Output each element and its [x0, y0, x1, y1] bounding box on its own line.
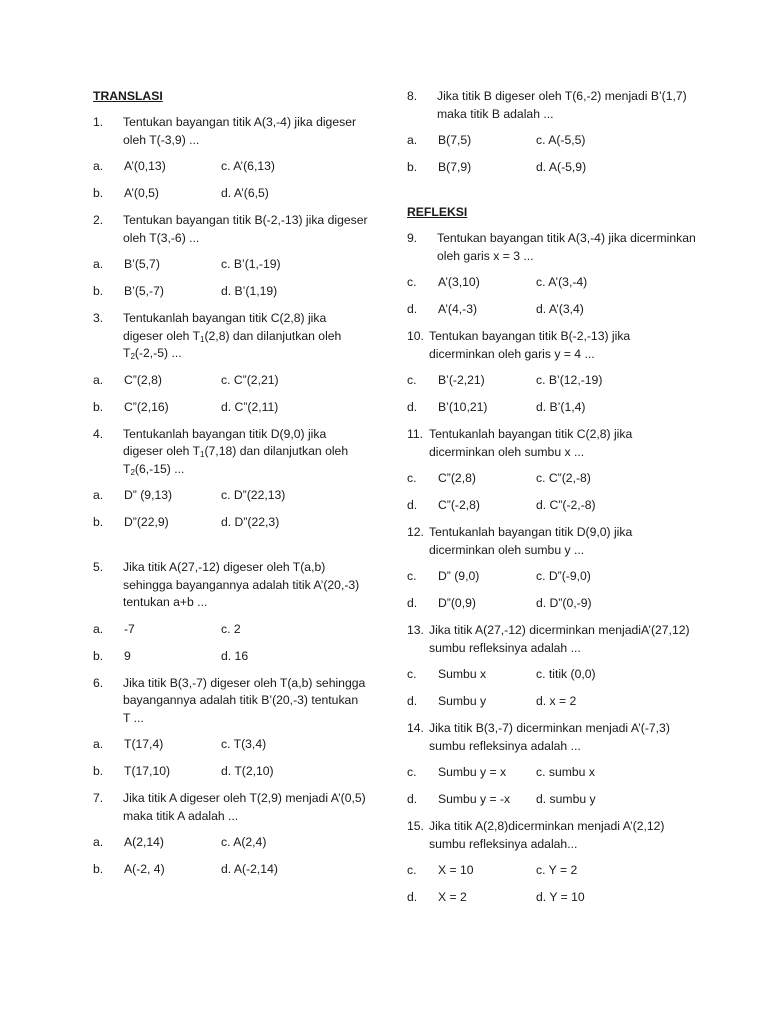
option-label: b. — [93, 515, 104, 529]
option-row — [93, 861, 368, 878]
option-row — [407, 568, 697, 585]
question-number: 1. — [93, 115, 104, 129]
question-number: 5. — [93, 560, 104, 574]
right-column — [407, 88, 697, 916]
question-number: 14. — [407, 721, 424, 735]
question-number: 13. — [407, 623, 424, 637]
question-11 — [407, 426, 697, 461]
option-label: b. — [93, 399, 104, 414]
option-value: A’(3,10) — [438, 275, 480, 289]
option-label: d. — [407, 890, 418, 904]
option-value: d. 16 — [221, 648, 249, 663]
option-value: Sumbu y = x — [438, 765, 507, 779]
option-label: c. — [407, 275, 417, 289]
option-value: C”(2,8) — [124, 372, 162, 387]
question-number: 10. — [407, 329, 424, 343]
option-value: T(17,4) — [124, 737, 164, 751]
option-value: A’(4,-3) — [438, 302, 478, 316]
text-part: (-2,-5) ... — [134, 346, 182, 360]
subscript: 1 — [200, 450, 205, 459]
option-value: c. Y = 2 — [536, 863, 578, 877]
option-label: a. — [93, 372, 104, 387]
subscript: 1 — [200, 334, 205, 344]
option-value: d. B’(1,4) — [536, 400, 586, 414]
option-row — [407, 132, 697, 149]
option-row — [407, 301, 697, 318]
option-value: d. A’(6,5) — [221, 186, 269, 200]
option-value: Sumbu y = -x — [438, 792, 511, 806]
question-number: 7. — [93, 791, 104, 805]
option-row — [407, 372, 697, 389]
option-row — [407, 693, 697, 710]
question-6 — [93, 675, 368, 728]
option-value: d. T(2,10) — [221, 764, 274, 778]
option-value: c. B’(1,-19) — [221, 257, 281, 271]
spacer — [93, 541, 368, 559]
option-label: d. — [407, 400, 418, 414]
option-value: d. A(-5,9) — [536, 160, 587, 174]
option-label: c. — [407, 373, 417, 387]
section-heading-refleksi: REFLEKSI — [407, 205, 468, 219]
option-value: c. 2 — [221, 621, 241, 636]
left-column — [93, 88, 368, 888]
text-part: (7,18) dan dilanjutkan oleh T — [123, 444, 349, 476]
option-label: a. — [93, 737, 104, 751]
question-13 — [407, 622, 697, 657]
option-label: b. — [93, 764, 104, 778]
option-row — [93, 763, 368, 780]
option-value: c. C”(2,21) — [221, 372, 279, 387]
option-value: 9 — [124, 648, 131, 663]
option-value: A’(0,13) — [124, 159, 166, 173]
option-value: d. A’(3,4) — [536, 302, 584, 316]
text-part: Tentukanlah bayangan titik D(9,0) jika digeser oleh T — [123, 426, 327, 458]
option-label: a. — [93, 257, 104, 271]
option-row — [93, 185, 368, 202]
option-value: d. A(-2,14) — [221, 862, 278, 876]
question-number: 9. — [407, 231, 418, 245]
option-value: c. C”(2,-8) — [536, 471, 591, 485]
option-label: a. — [407, 133, 418, 147]
option-value: Sumbu y — [438, 694, 487, 708]
option-value: d. C”(-2,-8) — [536, 498, 596, 512]
option-value: -7 — [124, 621, 135, 636]
question-text: Tentukanlah bayangan titik D(9,0) jika dicerminkan oleh sumbu y ... — [429, 525, 633, 557]
question-2 — [93, 212, 368, 247]
option-row — [93, 514, 368, 531]
question-text: Tentukan bayangan titik B(-2,-13) jika dicerminkan oleh garis y = 4 ... — [429, 329, 631, 361]
option-row — [407, 889, 697, 906]
question-text: Jika titik A digeser oleh T(2,9) menjadi A’(0,5) maka titik A adalah ... — [123, 791, 366, 823]
text-part: Tentukanlah bayangan titik C(2,8) jika digeser oleh T — [123, 311, 327, 343]
option-label: d. — [407, 302, 418, 316]
option-value: d. D”(0,-9) — [536, 596, 592, 610]
question-14 — [407, 720, 697, 755]
option-value: c. T(3,4) — [221, 737, 267, 751]
option-value: D” (9,0) — [438, 569, 480, 583]
question-number: 12. — [407, 525, 424, 539]
question-text: Jika titik A(2,8)dicerminkan menjadi A’(2,12) sumbu refleksinya adalah... — [429, 819, 665, 851]
option-value: D”(22,9) — [124, 515, 169, 529]
option-label: b. — [93, 862, 104, 876]
question-text — [123, 310, 368, 363]
question-4 — [93, 426, 368, 479]
option-label: a. — [93, 488, 104, 502]
question-number: 8. — [407, 89, 418, 103]
option-row — [407, 862, 697, 879]
question-9 — [407, 230, 697, 265]
option-value: d. B’(1,19) — [221, 284, 278, 298]
option-row — [407, 791, 697, 808]
option-label: b. — [93, 186, 104, 200]
option-value: c. A’(6,13) — [221, 159, 275, 173]
option-value: B(7,5) — [438, 133, 472, 147]
question-number: 11. — [407, 427, 424, 441]
option-row — [407, 399, 697, 416]
option-value: X = 10 — [438, 863, 474, 877]
subscript: 2 — [130, 467, 135, 477]
option-value: c. D”(22,13) — [221, 488, 286, 502]
option-label: c. — [407, 667, 417, 681]
question-1 — [93, 114, 368, 149]
option-label: c. — [407, 863, 417, 877]
option-value: B’(-2,21) — [438, 373, 485, 387]
option-value: T(17,10) — [124, 764, 171, 778]
option-value: C”(2,16) — [124, 399, 169, 414]
option-value: D”(0,9) — [438, 596, 476, 610]
option-value: B’(5,7) — [124, 257, 160, 271]
question-number: 6. — [93, 675, 104, 690]
option-row — [407, 666, 697, 683]
option-label: a. — [93, 835, 104, 849]
option-value: Sumbu x — [438, 667, 487, 681]
option-value: C”(-2,8) — [438, 498, 480, 512]
question-text: Jika titik B(3,-7) digeser oleh T(a,b) sehingga bayangannya adalah titik B’(20,-3) tentukan T ... — [123, 675, 366, 725]
question-8 — [407, 88, 697, 123]
question-15 — [407, 818, 697, 853]
option-label: a. — [93, 159, 104, 173]
option-value: B(7,9) — [438, 160, 472, 174]
question-7 — [93, 790, 368, 825]
question-5 — [93, 559, 368, 612]
question-text: Jika titik A(27,-12) dicerminkan menjadiA’(27,12) sumbu refleksinya adalah ... — [429, 623, 690, 655]
option-row — [93, 621, 368, 638]
option-row — [407, 764, 697, 781]
section-heading-translasi: TRANSLASI — [93, 89, 163, 103]
option-row — [93, 834, 368, 851]
option-row — [407, 595, 697, 612]
option-value: d. D”(22,3) — [221, 515, 280, 529]
question-text: Jika titik B digeser oleh T(6,-2) menjadi B’(1,7) maka titik B adalah ... — [437, 89, 687, 121]
option-value: A(2,14) — [124, 835, 164, 849]
option-label: b. — [407, 160, 418, 174]
option-row — [93, 283, 368, 300]
option-value: X = 2 — [438, 890, 467, 904]
option-label: c. — [407, 569, 417, 583]
option-value: c. D”(-9,0) — [536, 569, 591, 583]
option-label: d. — [407, 792, 418, 806]
question-text: Tentukan bayangan titik B(-2,-13) jika digeser oleh T(3,-6) ... — [123, 213, 368, 245]
option-row — [407, 470, 697, 487]
option-value: A’(0,5) — [124, 186, 159, 200]
question-text: Jika titik A(27,-12) digeser oleh T(a,b) sehingga bayangannya adalah titik A’(20,-3) tentukan a+b ... — [123, 560, 360, 609]
option-value: d. C”(2,11) — [221, 399, 279, 414]
question-3 — [93, 310, 368, 363]
option-row — [93, 736, 368, 753]
option-row — [407, 497, 697, 514]
subscript: 2 — [130, 352, 135, 361]
question-text: Tentukan bayangan titik A(3,-4) jika dicerminkan oleh garis x = 3 ... — [437, 231, 696, 263]
option-value: d. sumbu y — [536, 792, 596, 806]
option-value: D” (9,13) — [124, 488, 173, 502]
option-row — [93, 648, 368, 665]
option-label: b. — [93, 284, 104, 298]
option-row — [93, 158, 368, 175]
option-value: c. A’(3,-4) — [536, 275, 588, 289]
option-value: c. B’(12,-19) — [536, 373, 603, 387]
option-value: c. sumbu x — [536, 765, 595, 779]
option-value: c. A(2,4) — [221, 835, 267, 849]
option-value: C”(2,8) — [438, 471, 476, 485]
option-row — [93, 256, 368, 273]
question-10 — [407, 328, 697, 363]
option-label: d. — [407, 694, 418, 708]
option-label: c. — [407, 471, 417, 485]
question-text: Tentukan bayangan titik A(3,-4) jika digeser oleh T(-3,9) ... — [123, 115, 357, 147]
option-value: d. Y = 10 — [536, 890, 585, 904]
option-label: d. — [407, 596, 418, 610]
option-value: c. A(-5,5) — [536, 133, 586, 147]
option-row — [93, 372, 368, 389]
question-number: 2. — [93, 213, 104, 227]
question-text — [123, 426, 368, 479]
option-label: a. — [93, 621, 104, 636]
option-row — [93, 399, 368, 416]
option-value: B’(5,-7) — [124, 284, 164, 298]
question-text: Jika titik B(3,-7) dicerminkan menjadi A’(-7,3) sumbu refleksinya adalah ... — [429, 721, 670, 753]
option-row — [407, 159, 697, 176]
option-value: d. x = 2 — [536, 694, 577, 708]
question-number: 3. — [93, 311, 104, 325]
option-value: B’(10,21) — [438, 400, 488, 414]
option-row — [407, 274, 697, 291]
spacer — [407, 186, 697, 204]
question-number: 15. — [407, 819, 424, 833]
option-row — [93, 487, 368, 504]
option-value: c. titik (0,0) — [536, 667, 596, 681]
text-part: (2,8) dan dilanjutkan oleh T — [123, 328, 342, 360]
question-12 — [407, 524, 697, 559]
text-part: (6,-15) ... — [134, 461, 185, 476]
option-label: b. — [93, 648, 104, 663]
question-number: 4. — [93, 426, 104, 441]
option-label: c. — [407, 765, 417, 779]
question-text: Tentukanlah bayangan titik C(2,8) jika dicerminkan oleh sumbu x ... — [429, 427, 633, 459]
option-value: A(-2, 4) — [124, 862, 165, 876]
option-label: d. — [407, 498, 418, 512]
